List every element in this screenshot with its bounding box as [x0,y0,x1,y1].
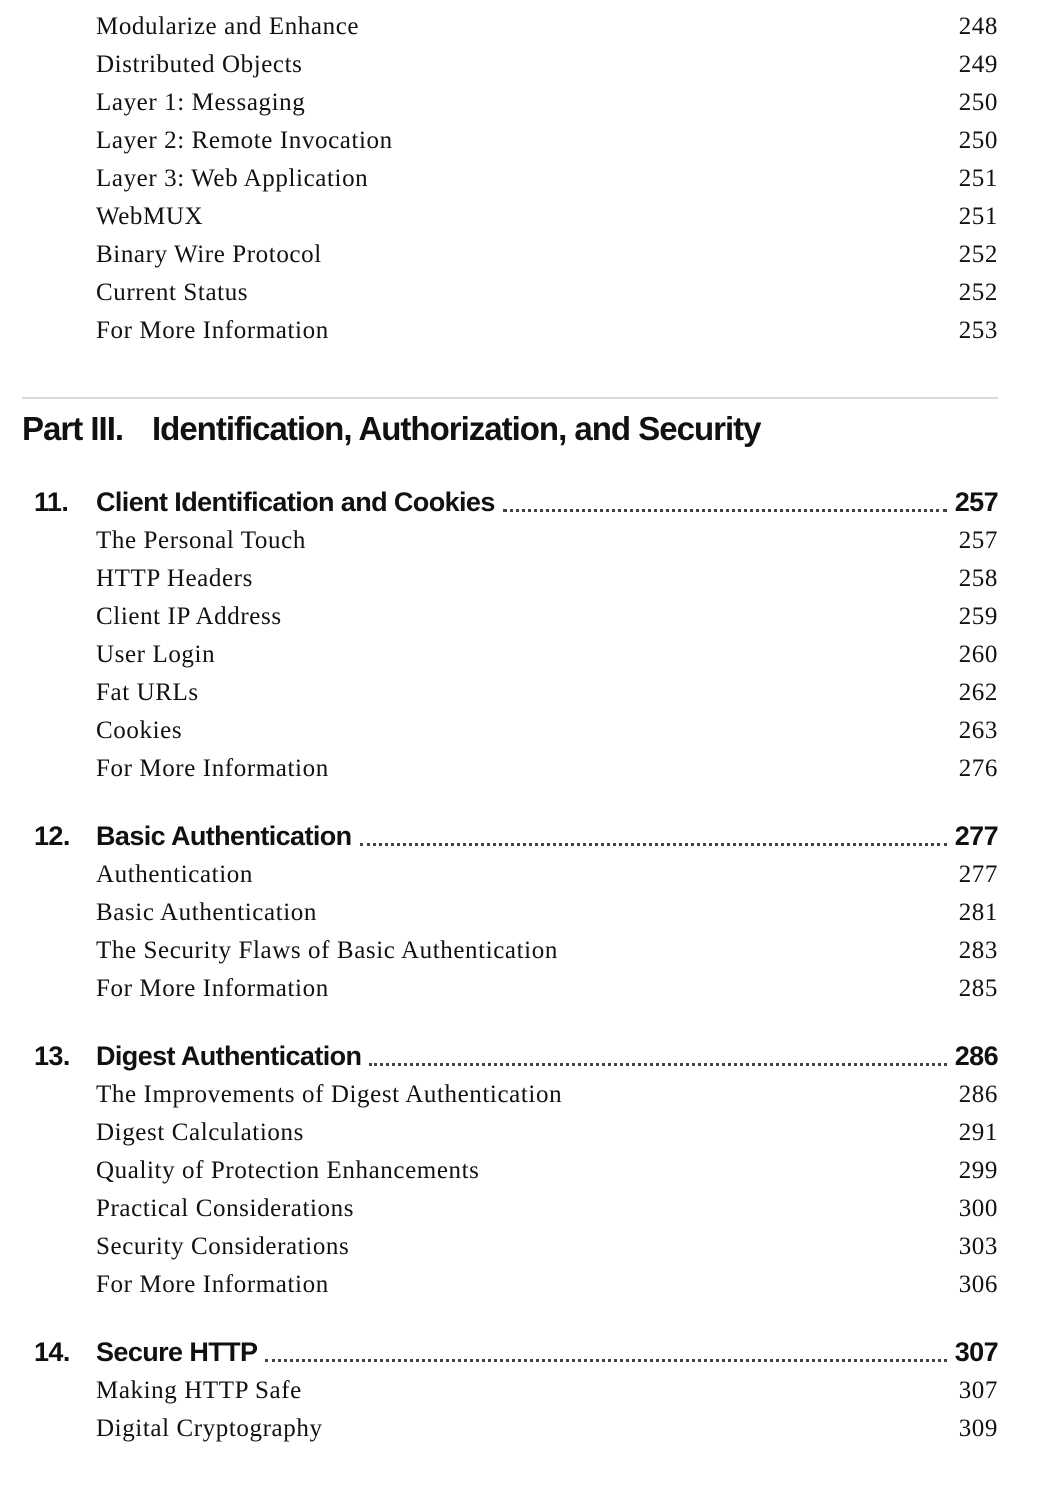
toc-entry-page: 306 [958,1271,998,1298]
toc-entry[interactable] [96,1152,998,1190]
chapter-heading[interactable] [34,1332,998,1372]
toc-entry-title: Fat URLs [96,679,199,706]
toc-entry[interactable] [96,8,998,46]
chapter-heading[interactable] [34,816,998,856]
toc-entry-page: 262 [958,679,998,706]
toc-entry[interactable] [96,522,998,560]
toc-entry-page: 257 [958,527,998,554]
toc-entry-page: 251 [958,203,998,230]
dot-leader [265,1359,946,1362]
toc-entry-title: Client IP Address [96,603,282,630]
toc-entry-page: 250 [958,89,998,116]
toc-entry-title: WebMUX [96,203,204,230]
toc-entry-page: 248 [958,13,998,40]
chapter-page: 286 [954,1040,998,1071]
part-label: Part III. [22,410,124,447]
toc-entry-page: 285 [958,975,998,1002]
toc-entry[interactable] [96,122,998,160]
chapter-number: 12. [34,820,70,851]
chapter-title: Client Identification and Cookies [96,486,495,517]
toc-entry-title: For More Information [96,1271,329,1298]
toc-entry-page: 252 [958,279,998,306]
toc-entry[interactable] [96,84,998,122]
toc-entry-title: Digest Calculations [96,1119,304,1146]
toc-entry[interactable] [96,712,998,750]
part-divider [22,397,998,399]
toc-entry-page: 263 [958,717,998,744]
chapter-page: 307 [954,1336,998,1367]
toc-entry-title: User Login [96,641,216,668]
toc-entry-title: Binary Wire Protocol [96,241,322,268]
toc-entry-title: Distributed Objects [96,51,303,78]
toc-entry[interactable] [96,1114,998,1152]
part-heading[interactable] [22,405,760,453]
toc-entry-page: 309 [958,1415,998,1442]
toc-entry-page: 281 [958,899,998,926]
chapter-number: 11. [34,486,69,517]
toc-entry-title: The Security Flaws of Basic Authentication [96,937,558,964]
toc-entry-title: The Improvements of Digest Authentication [96,1081,563,1108]
toc-entry-page: 260 [958,641,998,668]
toc-entry[interactable] [96,1228,998,1266]
toc-entry-title: Layer 2: Remote Invocation [96,127,393,154]
chapter-title: Basic Authentication [96,820,352,851]
toc-entry-page: 252 [958,241,998,268]
toc-entry[interactable] [96,1372,998,1410]
toc-entry-page: 303 [958,1233,998,1260]
toc-entry-title: For More Information [96,975,329,1002]
dot-leader [503,509,947,512]
toc-entry-title: Layer 1: Messaging [96,89,306,116]
toc-entry-page: 307 [958,1377,998,1404]
part-title: Identification, Authorization, and Security [152,410,761,447]
toc-entry-page: 299 [958,1157,998,1184]
toc-entry-title: For More Information [96,317,329,344]
toc-entry-page: 259 [958,603,998,630]
toc-entry[interactable] [96,636,998,674]
toc-entry-page: 300 [958,1195,998,1222]
toc-entry-title: Digital Cryptography [96,1415,323,1442]
chapter-title: Digest Authentication [96,1040,362,1071]
toc-entry-title: For More Information [96,755,329,782]
toc-entry[interactable] [96,1266,998,1304]
dot-leader [369,1063,946,1066]
toc-entry-title: Modularize and Enhance [96,13,360,40]
toc-entry[interactable] [96,1190,998,1228]
toc-entry-title: Cookies [96,717,183,744]
toc-entry[interactable] [96,894,998,932]
toc-entry[interactable] [96,856,998,894]
toc-entry[interactable] [96,970,998,1008]
toc-entry[interactable] [96,1410,998,1448]
toc-entry[interactable] [96,312,998,350]
toc-entry-title: Basic Authentication [96,899,317,926]
chapter-number: 14. [34,1336,70,1367]
chapter-page: 277 [954,820,998,851]
toc-entry[interactable] [96,46,998,84]
toc-entry-title: Authentication [96,861,253,888]
toc-entry[interactable] [96,750,998,788]
chapter-heading[interactable] [34,1036,998,1076]
toc-entry[interactable] [96,560,998,598]
toc-entry-page: 277 [958,861,998,888]
toc-entry[interactable] [96,198,998,236]
toc-entry[interactable] [96,598,998,636]
toc-entry-title: HTTP Headers [96,565,253,592]
toc-entry-title: Current Status [96,279,249,306]
toc-entry[interactable] [96,236,998,274]
toc-entry[interactable] [96,274,998,312]
toc-entry-page: 286 [958,1081,998,1108]
toc-entry-page: 291 [958,1119,998,1146]
toc-entry-page: 253 [958,317,998,344]
toc-entry-page: 251 [958,165,998,192]
chapter-number: 13. [34,1040,70,1071]
chapter-page: 257 [954,486,998,517]
toc-entry-title: Layer 3: Web Application [96,165,369,192]
toc-entry[interactable] [96,674,998,712]
toc-entry-page: 276 [958,755,998,782]
toc-entry[interactable] [96,1076,998,1114]
toc-entry-title: The Personal Touch [96,527,306,554]
toc-entry-page: 249 [958,51,998,78]
toc-entry[interactable] [96,160,998,198]
toc-entry-title: Security Considerations [96,1233,350,1260]
toc-entry-page: 258 [958,565,998,592]
toc-entry-page: 283 [958,937,998,964]
toc-entry-title: Making HTTP Safe [96,1377,302,1404]
chapter-title: Secure HTTP [96,1336,258,1367]
toc-entry-page: 250 [958,127,998,154]
dot-leader [360,843,947,846]
toc-entry-title: Practical Considerations [96,1195,355,1222]
toc-entry[interactable] [96,932,998,970]
toc-entry-title: Quality of Protection Enhancements [96,1157,480,1184]
chapter-heading[interactable] [34,482,998,522]
